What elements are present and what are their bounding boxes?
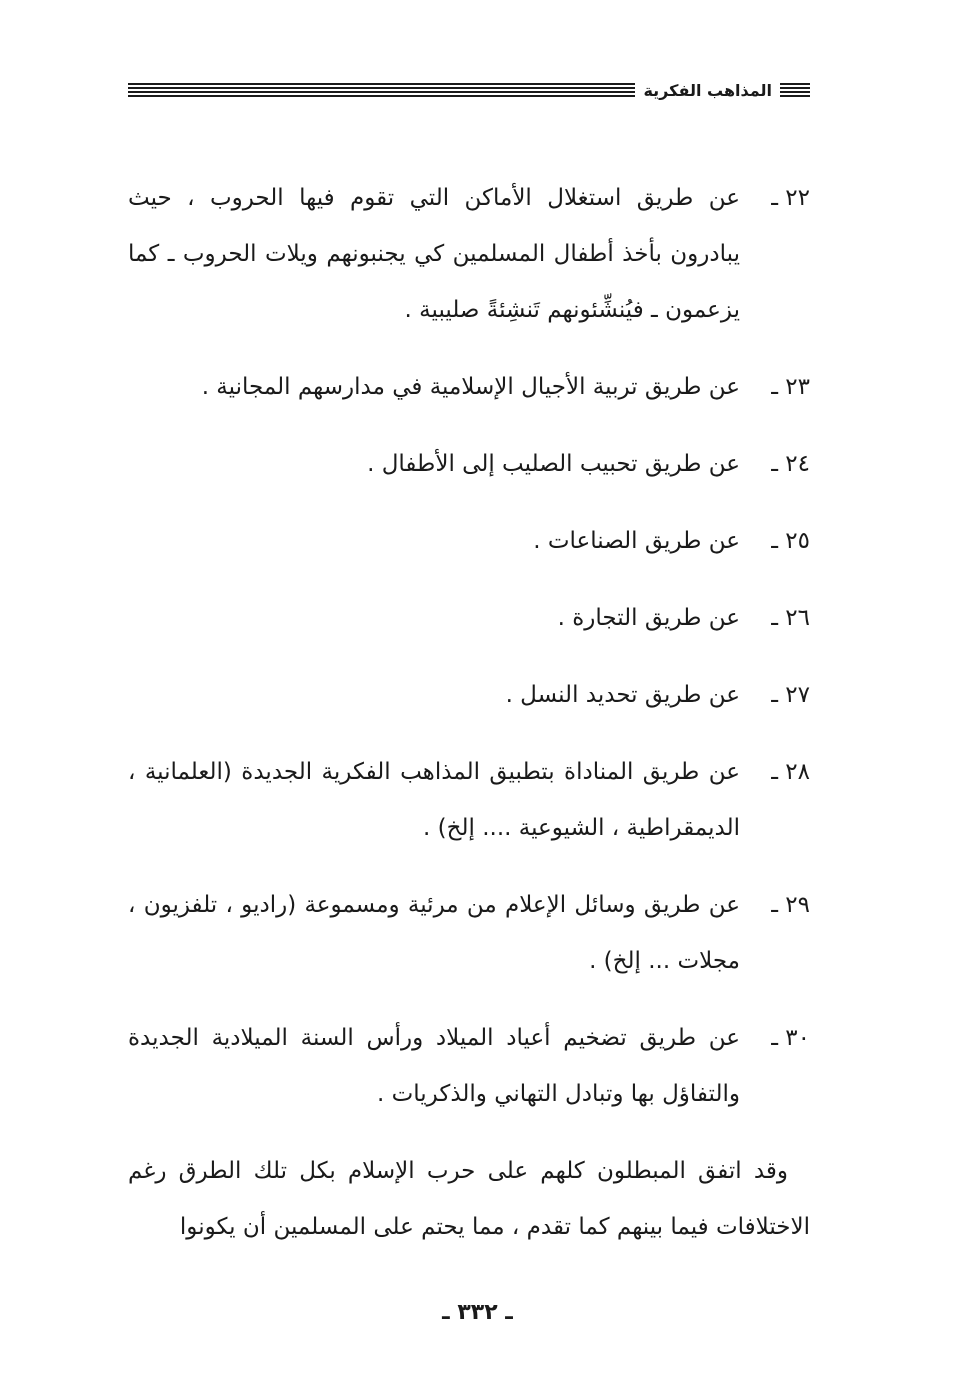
item-text: عن طريق تحديد النسل .	[505, 682, 740, 708]
item-text: عن طريق تربية الأجيال الإسلامية في مدارسهم المجانية .	[201, 374, 740, 400]
list-item	[128, 877, 810, 989]
list-item	[128, 590, 810, 646]
header-rule-left	[128, 83, 635, 97]
item-text: عن طريق استغلال الأماكن التي تقوم فيها الحروب ، حيث يبادرون بأخذ أطفال المسلمين كي يجنبونهم ويلات الحروب ـ كما يزعمون ـ فيُنشِّئونهم تَنشِئةً صليبية .	[128, 185, 740, 323]
item-text: عن طريق المناداة بتطبيق المذاهب الفكرية الجديدة (العلمانية ، الديمقراطية ، الشيوعية .... إلخ) .	[128, 759, 740, 841]
item-text: عن طريق تحبيب الصليب إلى الأطفال .	[367, 451, 740, 477]
item-text: عن طريق التجارة .	[557, 605, 740, 631]
list-item	[128, 359, 810, 415]
header-rule-right	[780, 83, 810, 97]
list-item	[128, 513, 810, 569]
item-number: ٢٩ ـ	[771, 892, 810, 918]
item-number: ٢٤ ـ	[771, 451, 810, 477]
item-number: ٢٨ ـ	[771, 759, 810, 785]
item-text: عن طريق وسائل الإعلام من مرئية ومسموعة (راديو ، تلفزيون ، مجلات ... إلخ) .	[128, 892, 740, 974]
list-item	[128, 667, 810, 723]
list-item	[128, 170, 810, 338]
running-head-title: المذاهب الفكرية	[643, 80, 772, 100]
closing-paragraph: وقد اتفق المبطلون كلهم على حرب الإسلام بكل تلك الطرق رغم الاختلافات فيما بينهم كما تقدم ، مما يحتم على المسلمين أن يكونوا	[128, 1158, 810, 1240]
page-number: ـ ٣٣٢ ـ	[442, 1300, 513, 1325]
list-item	[128, 436, 810, 492]
page-body	[128, 170, 810, 1255]
item-number: ٢٥ ـ	[771, 528, 810, 554]
running-header	[128, 76, 810, 104]
item-text: عن طريق تضخيم أعياد الميلاد ورأس السنة الميلادية الجديدة والتفاؤل بها وتبادل التهاني والذكريات .	[128, 1025, 740, 1107]
list-item	[128, 1010, 810, 1122]
item-text: عن طريق الصناعات .	[533, 528, 740, 554]
item-number: ٢٣ ـ	[771, 374, 810, 400]
item-number: ٢٧ ـ	[771, 682, 810, 708]
list-item	[128, 744, 810, 856]
item-number: ٢٢ ـ	[771, 185, 810, 211]
item-number: ٣٠ ـ	[771, 1025, 810, 1051]
item-number: ٢٦ ـ	[771, 605, 810, 631]
